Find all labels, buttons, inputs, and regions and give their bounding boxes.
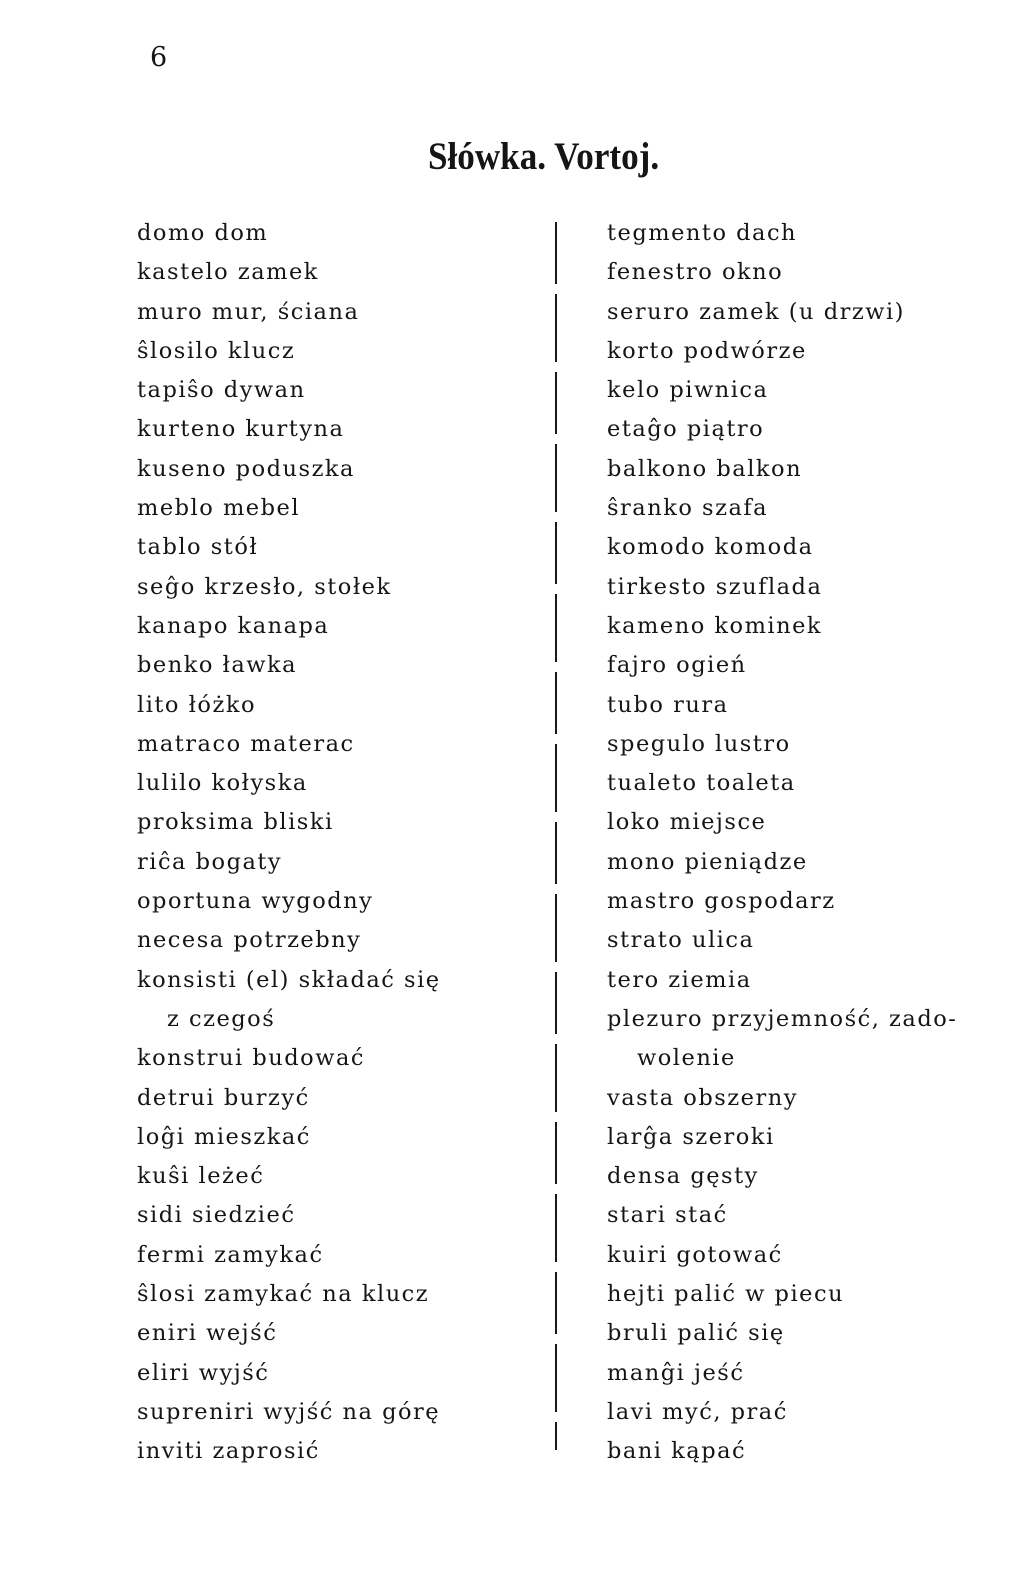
vocabulary-entry: tualeto toaleta <box>607 770 796 797</box>
vocabulary-entry: korto podwórze <box>607 337 807 364</box>
vocabulary-entry: bruli palić się <box>607 1320 785 1347</box>
vocabulary-right-column <box>607 214 957 1472</box>
vocabulary-entry: seruro zamek (u drzwi) <box>607 298 905 325</box>
vocabulary-left-column <box>137 214 441 1472</box>
vocabulary-entry: riĉa bogaty <box>137 848 283 875</box>
vocabulary-entry: detrui burzyć <box>137 1084 310 1111</box>
vocabulary-entry: kuŝi leżeć <box>137 1163 265 1190</box>
vocabulary-entry-continuation: z czegoś <box>167 1005 276 1032</box>
vocabulary-entry: tero ziemia <box>607 966 752 993</box>
vocabulary-entry: konstrui budować <box>137 1045 365 1072</box>
vocabulary-entry: hejti palić w piecu <box>607 1281 845 1308</box>
vocabulary-entry: loko miejsce <box>607 809 767 836</box>
vocabulary-entry: loĝi mieszkać <box>137 1123 311 1150</box>
vocabulary-entry: fenestro okno <box>607 259 784 286</box>
vocabulary-entry: kastelo zamek <box>137 259 319 286</box>
vocabulary-entry-continuation: wolenie <box>637 1045 736 1072</box>
vocabulary-entry: kurteno kurtyna <box>137 416 345 443</box>
vocabulary-entry: domo dom <box>137 220 269 246</box>
vocabulary-entry: tirkesto szuflada <box>607 573 823 600</box>
vocabulary-entry: lito łóżko <box>137 691 257 718</box>
vocabulary-entry: ŝranko szafa <box>607 495 769 522</box>
vocabulary-entry: kanapo kanapa <box>137 612 330 639</box>
vocabulary-entry: tubo rura <box>607 691 729 718</box>
vocabulary-entry: inviti zaprosić <box>137 1438 320 1465</box>
vocabulary-entry: seĝo krzesło, stołek <box>137 573 392 600</box>
vocabulary-entry: matraco materac <box>137 730 355 757</box>
vocabulary-entry: kuseno poduszka <box>137 455 355 482</box>
vocabulary-entry: mono pieniądze <box>607 848 808 875</box>
vocabulary-entry: tapiŝo dywan <box>137 377 306 404</box>
vocabulary-entry: kelo piwnica <box>607 377 769 404</box>
vocabulary-entry: densa gęsty <box>607 1163 759 1190</box>
vocabulary-entry: lavi myć, prać <box>607 1398 788 1425</box>
vocabulary-entry: lulilo kołyska <box>137 770 308 797</box>
vocabulary-entry: konsisti (el) składać się <box>137 966 441 993</box>
page-number: 6 <box>150 42 169 73</box>
vocabulary-entry: mastro gospodarz <box>607 888 836 915</box>
vocabulary-entry: eliri wyjść <box>137 1359 270 1386</box>
vocabulary-entry: benko ławka <box>137 652 298 679</box>
vocabulary-entry: supreniri wyjść na górę <box>137 1398 441 1425</box>
vocabulary-entry: spegulo lustro <box>607 730 791 757</box>
vocabulary-entry: oportuna wygodny <box>137 888 374 915</box>
vocabulary-entry: eniri wejść <box>137 1320 278 1347</box>
vocabulary-entry: ŝlosi zamykać na klucz <box>137 1281 430 1308</box>
vocabulary-entry: necesa potrzebny <box>137 927 362 954</box>
vocabulary-entry: stari stać <box>607 1202 728 1229</box>
vocabulary-entry: manĝi jeść <box>607 1359 745 1386</box>
vocabulary-entry: fermi zamykać <box>137 1241 324 1268</box>
vocabulary-entry: vasta obszerny <box>607 1084 798 1111</box>
vocabulary-entry: strato ulica <box>607 927 755 954</box>
vocabulary-entry: komodo komoda <box>607 534 814 561</box>
vocabulary-entry: ŝlosilo klucz <box>137 337 296 364</box>
vocabulary-entry: proksima bliski <box>137 809 334 836</box>
vocabulary-entry: etaĝo piątro <box>607 416 765 443</box>
vocabulary-entry: fajro ogień <box>607 652 747 679</box>
vocabulary-entry: meblo mebel <box>137 495 301 522</box>
column-divider <box>555 222 557 1450</box>
vocabulary-entry: kuiri gotować <box>607 1241 783 1268</box>
vocabulary-entry: tablo stół <box>137 534 259 561</box>
vocabulary-entry: tegmento dach <box>607 220 798 246</box>
vocabulary-entry: sidi siedzieć <box>137 1202 296 1229</box>
vocabulary-entry: bani kąpać <box>607 1438 747 1465</box>
page-heading: Słówka. Vortoj. <box>428 135 660 178</box>
vocabulary-entry: larĝa szeroki <box>607 1123 775 1150</box>
vocabulary-entry: balkono balkon <box>607 455 803 482</box>
vocabulary-entry: kameno kominek <box>607 612 823 639</box>
vocabulary-entry: muro mur, ściana <box>137 298 360 325</box>
vocabulary-entry: plezuro przyjemność, zado- <box>607 1005 958 1032</box>
